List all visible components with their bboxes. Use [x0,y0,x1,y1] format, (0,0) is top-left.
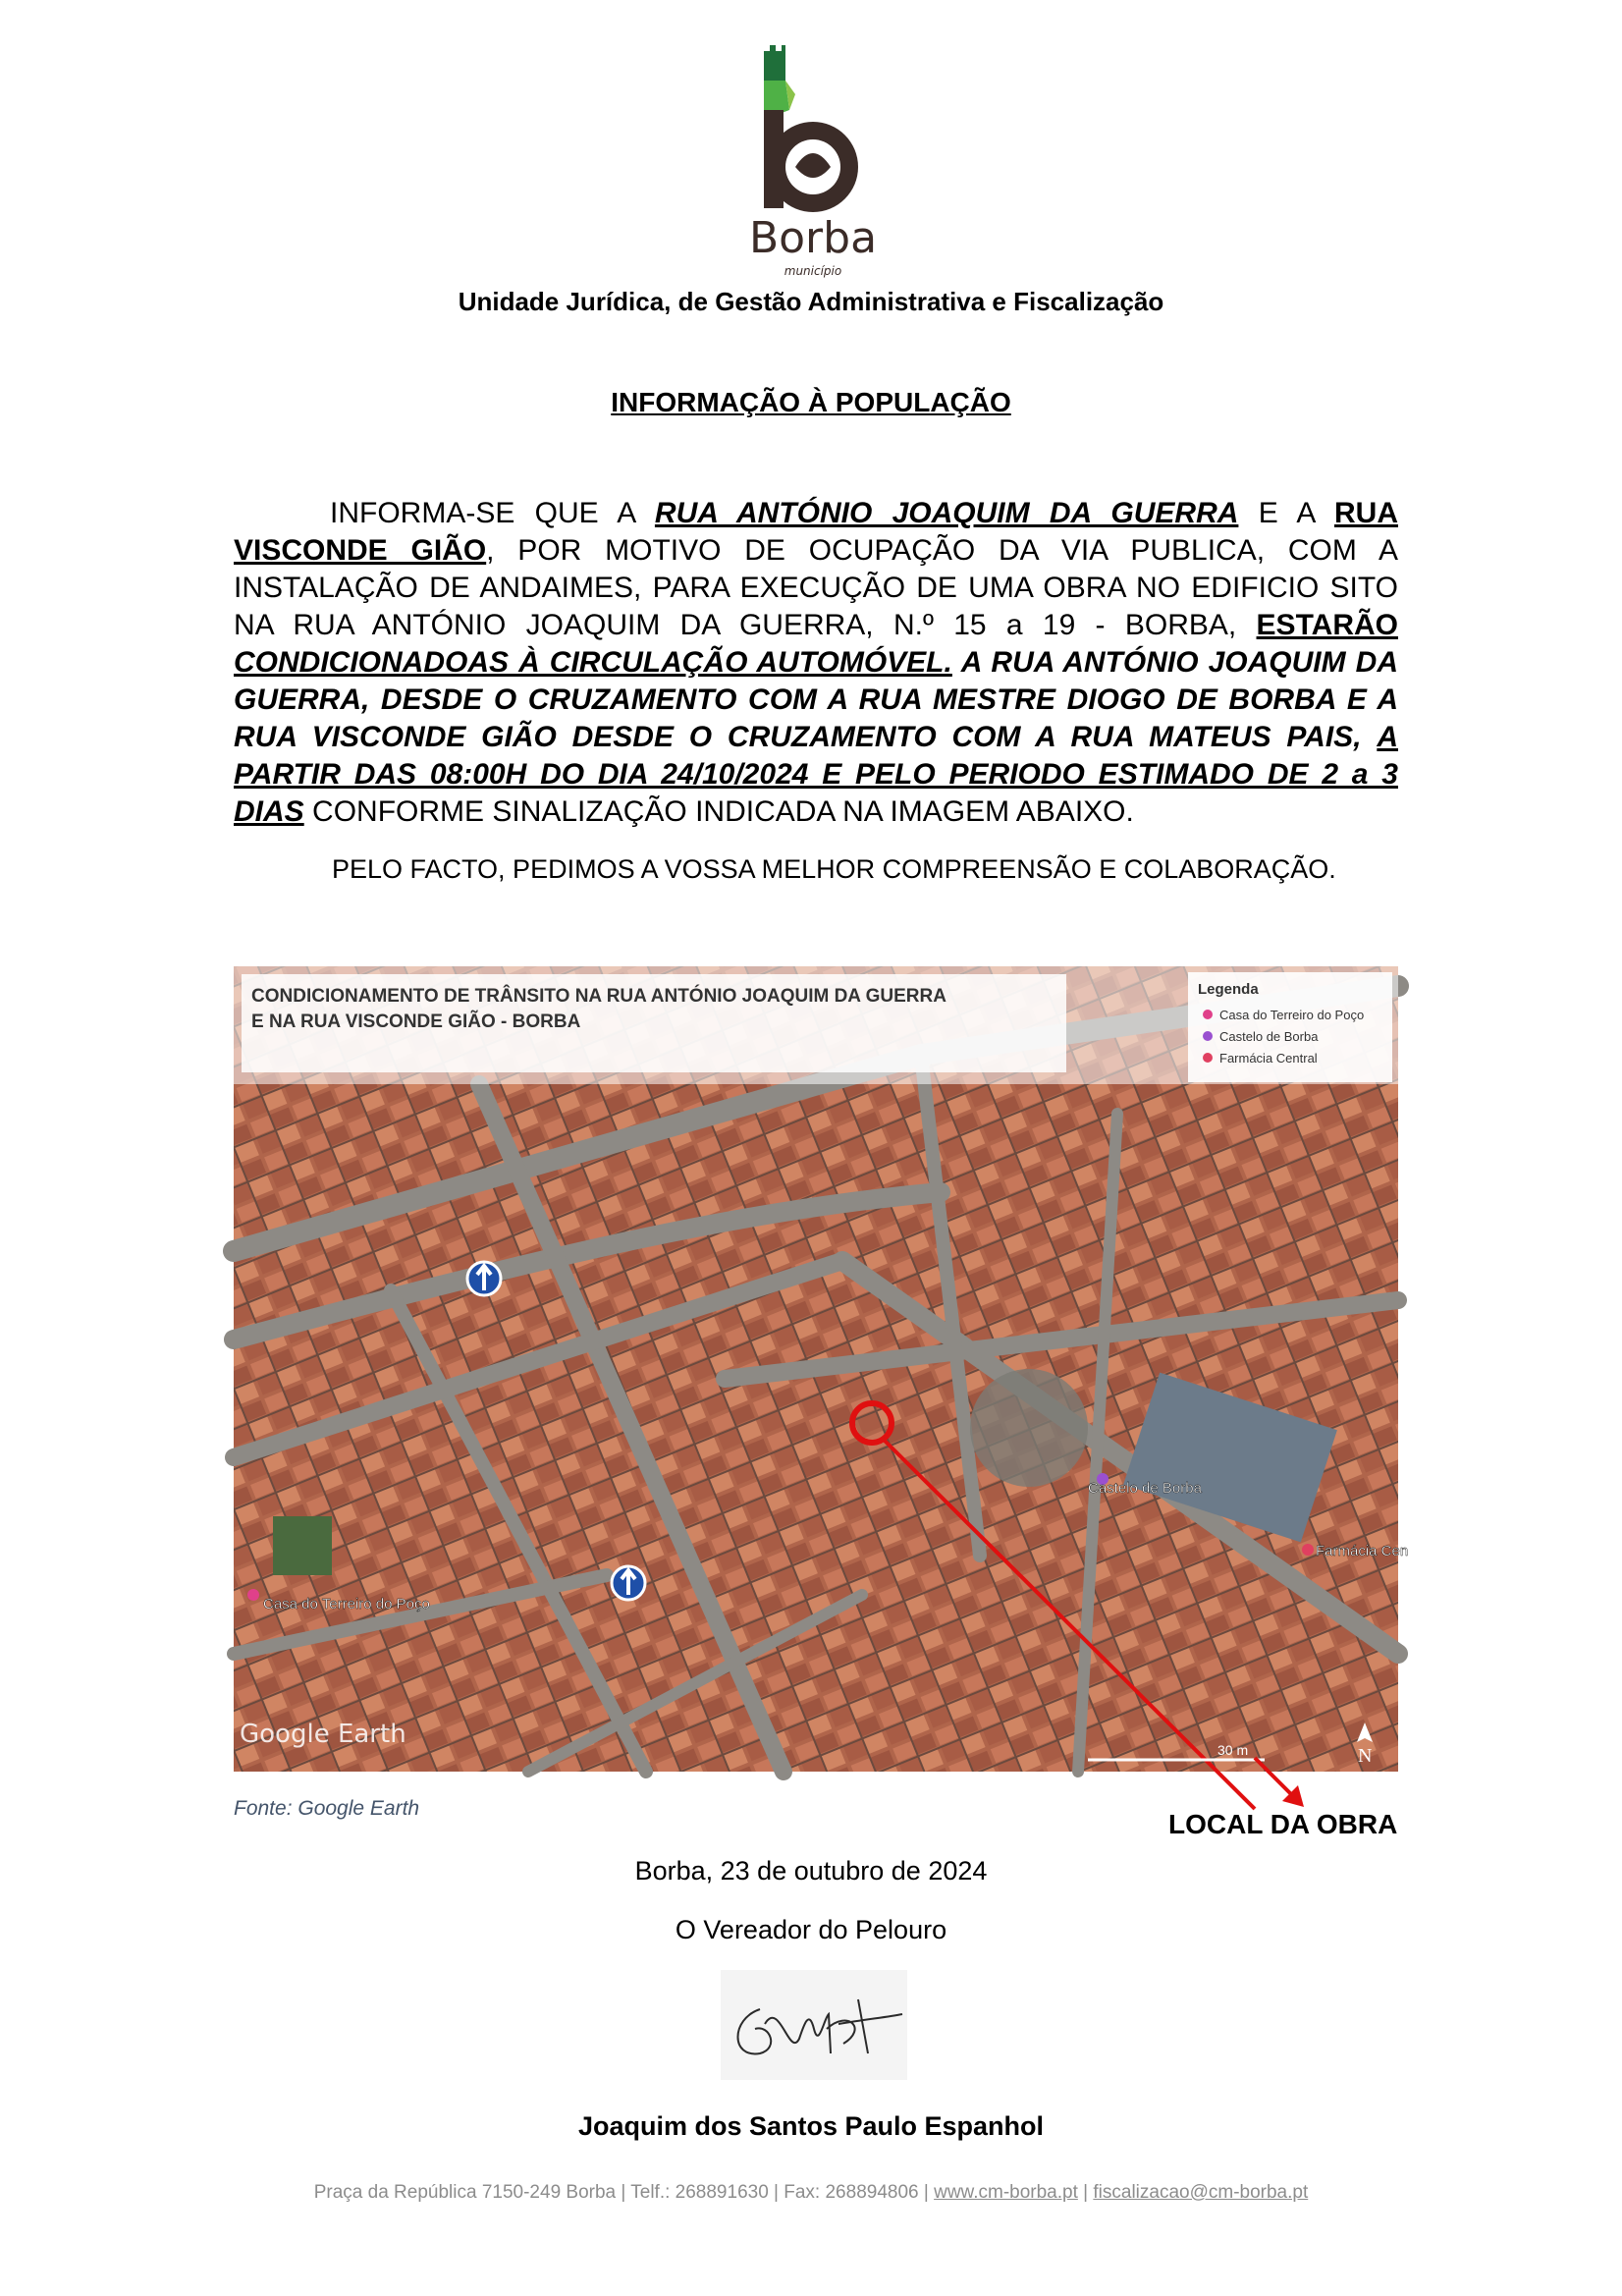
legend-item: Casa do Terreiro do Poço [1219,1008,1365,1022]
street-2: RUA VISCONDE GIÃO [234,497,1398,567]
closing-text: PELO FACTO, PEDIMOS A VOSSA MELHOR COMPREENSÃO E COLABORAÇÃO. [332,854,1336,884]
one-way-sign-icon [467,1262,501,1295]
footer-separator: | [1077,2182,1094,2203]
website-link[interactable]: www.cm-borba.pt [934,2182,1078,2203]
map-title-line2: E NA RUA VISCONDE GIÃO - BORBA [251,1011,581,1032]
period-text: A PARTIR DAS 08:00H DO DIA 24/10/2024 E PELO PERIODO ESTIMADO DE 2 a 3 DIAS [234,721,1398,828]
north-label: N [1358,1745,1373,1767]
satellite-map [234,966,1409,1772]
body-part-2: E A [1238,497,1334,529]
body-part-5: CONFORME SINALIZAÇÃO INDICADA NA IMAGEM ABAIXO. [303,795,1134,828]
map-place-label: Farmácia Cen [1316,1543,1409,1559]
map-legend [1188,972,1392,1082]
signature [721,1970,907,2080]
document-date: Borba, 23 de outubro de 2024 [634,1856,988,1886]
document-title: INFORMAÇÃO À POPULAÇÃO [611,387,1011,417]
estarao-text: ESTARÃO [1256,609,1398,641]
signer-role: O Vereador do Pelouro [675,1915,947,1944]
logo-subtext: município [784,264,842,278]
map-place-label: Castelo de Borba [1088,1480,1202,1497]
conditioned-text: CONDICIONADOAS À CIRCULAÇÃO AUTOMÓVEL. [234,646,952,679]
map-place-label: Casa do Terreiro do Poço [263,1596,430,1613]
signer-name: Joaquim dos Santos Paulo Espanhol [577,2111,1045,2141]
place-marker-icon [247,1589,259,1601]
legend-item: Castelo de Borba [1219,1029,1319,1044]
legend-item: Farmácia Central [1219,1051,1318,1066]
legend-title: Legenda [1198,981,1259,998]
scale-label: 30 m [1217,1742,1249,1758]
footer [0,2182,1622,2204]
body-part-3: , POR MOTIVO DE OCUPAÇÃO DA VIA PUBLICA, COM A INSTALAÇÃO DE ANDAIMES, PARA EXECUÇÃO DE UMA OBRA NO EDIFICIO SITO NA RUA ANTÓNIO JOAQUIM DA GUERRA, N.º 15 a 19 - BORBA, [234,534,1398,641]
map-source: Fonte: Google Earth [234,1797,420,1820]
notice-body [234,495,1398,831]
body-part-1: INFORMA-SE QUE A [330,497,655,529]
email-link[interactable]: fiscalizacao@cm-borba.pt [1093,2182,1309,2203]
unit-title: Unidade Jurídica, de Gestão Administrativa e Fiscalização [458,287,1164,316]
street-1: RUA ANTÓNIO JOAQUIM DA GUERRA [654,497,1239,529]
logo-text: Borba [748,213,878,263]
footer-address: Praça da República 7150-249 Borba | Telf.: 268891630 | Fax: 268894806 | [313,2182,935,2203]
arrow-head-icon [1247,1758,1316,1817]
map-title-line1: CONDICIONAMENTO DE TRÂNSITO NA RUA ANTÓNIO JOAQUIM DA GUERRA [251,986,946,1007]
map-watermark: Google Earth [240,1720,406,1749]
borba-logo [746,41,884,287]
body-part-4: A RUA ANTÓNIO JOAQUIM DA GUERRA, DESDE O CRUZAMENTO COM A RUA MESTRE DIOGO DE BORBA E A RUA VISCONDE GIÃO DESDE O CRUZAMENTO COM A RUA MATEUS PAIS, [234,646,1399,753]
place-marker-icon [1302,1544,1314,1556]
works-location-label: LOCAL DA OBRA [1168,1809,1398,1839]
one-way-sign-icon [612,1566,645,1600]
